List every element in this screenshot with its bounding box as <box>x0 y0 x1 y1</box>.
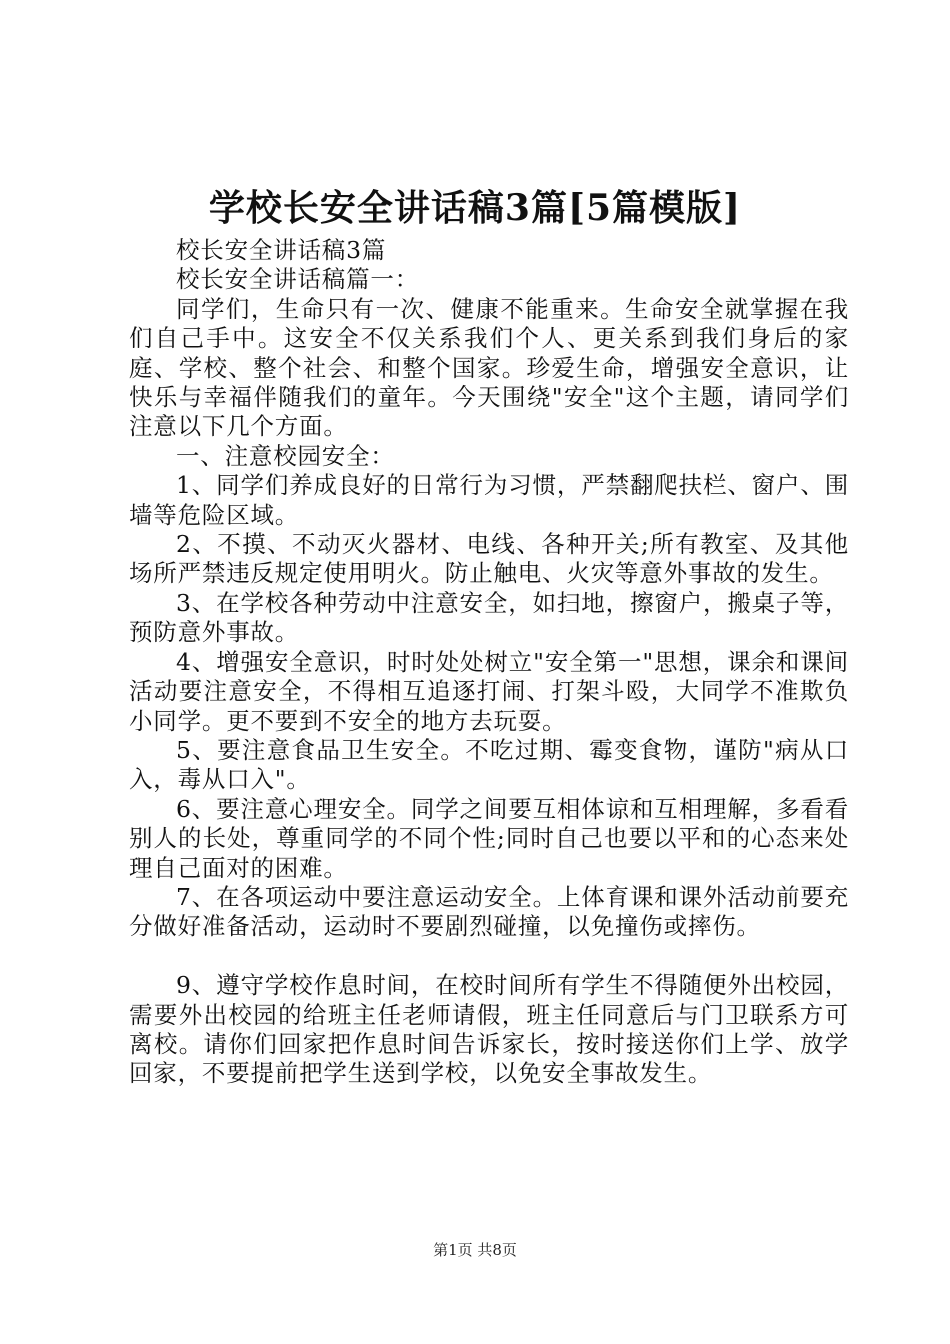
document-body <box>129 236 849 1089</box>
paragraph-intro: 同学们，生命只有一次、健康不能重来。生命安全就掌握在我们自己手中。这安全不仅关系我们个人、更关系到我们身后的家庭、学校、整个社会、和整个国家。珍爱生命，增强安全意识，让快乐与幸福伴随我们的童年。今天围绕"安全"这个主题，请同学们注意以下几个方面。 <box>129 294 849 441</box>
paragraph-section-heading: 校长安全讲话稿篇一： <box>176 265 419 294</box>
document-title: 学校长安全讲话稿3篇[5篇模版] <box>208 187 742 229</box>
paragraph-item-4: 4、增强安全意识，时时处处树立"安全第一"思想，课余和课间活动要注意安全，不得相互追逐打闹、打架斗殴，大同学不准欺负小同学。更不要到不安全的地方去玩耍。 <box>129 647 849 735</box>
blank-line <box>129 942 849 971</box>
paragraph-item-6: 6、要注意心理安全。同学之间要互相体谅和互相理解，多看看别人的长处，尊重同学的不同个性;同时自己也要以平和的心态来处理自己面对的困难。 <box>129 794 849 882</box>
paragraph-subtitle: 校长安全讲话稿3篇 <box>176 236 387 264</box>
paragraph-heading-campus-safety: 一、注意校园安全： <box>176 441 395 470</box>
paragraph-item-3: 3、在学校各种劳动中注意安全，如扫地，擦窗户，搬桌子等，预防意外事故。 <box>129 588 849 647</box>
page-footer: 第1页 共8页 <box>433 1241 517 1259</box>
paragraph-item-9: 9、遵守学校作息时间，在校时间所有学生不得随便外出校园，需要外出校园的给班主任老师请假，班主任同意后与门卫联系方可离校。请你们回家把作息时间告诉家长，按时接送你们上学、放学回家，不要提前把学生送到学校，以免安全事故发生。 <box>129 971 849 1088</box>
paragraph-item-1: 1、同学们养成良好的日常行为习惯，严禁翻爬扶栏、窗户、围墙等危险区域。 <box>129 471 849 529</box>
paragraph-item-5: 5、要注意食品卫生安全。不吃过期、霉变食物，谨防"病从口入，毒从口入"。 <box>129 735 849 794</box>
paragraph-item-2: 2、不摸、不动灭火器材、电线、各种开关;所有教室、及其他场所严禁违反规定使用明火。防止触电、火灾等意外事故的发生。 <box>129 530 849 588</box>
paragraph-item-7: 7、在各项运动中要注意运动安全。上体育课和课外活动前要充分做好准备活动，运动时不要剧烈碰撞，以免撞伤或摔伤。 <box>129 882 849 941</box>
